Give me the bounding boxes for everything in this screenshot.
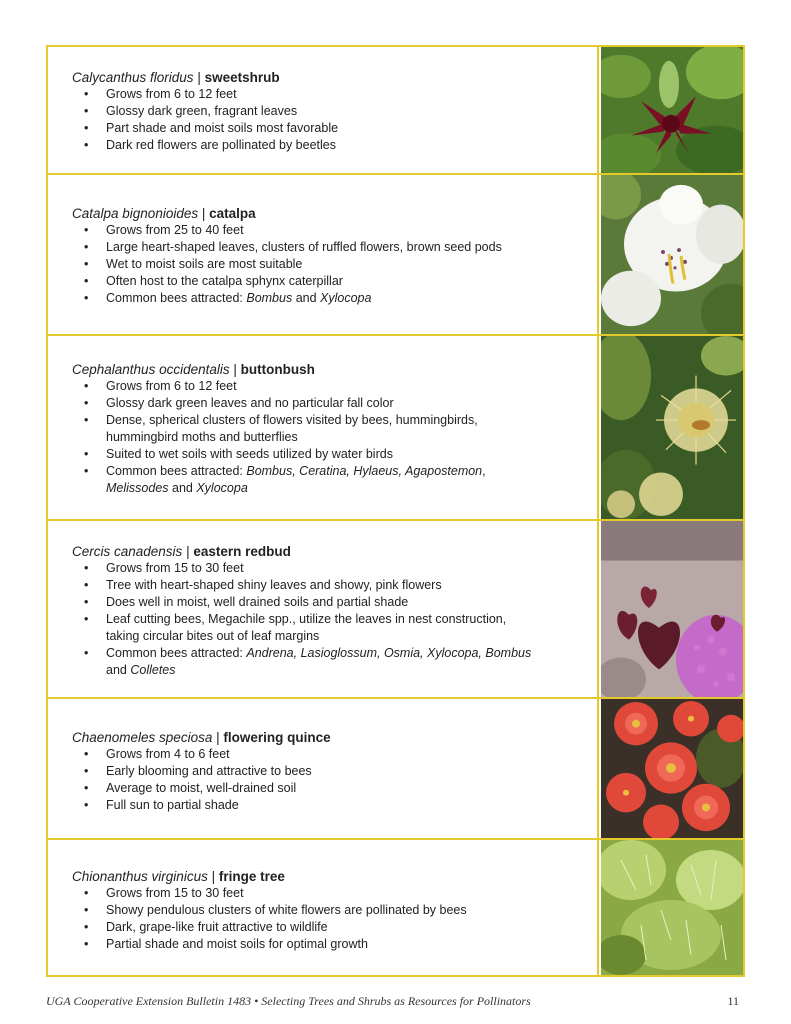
plant-text-cell (48, 175, 599, 334)
bullet-item: • Part shade and moist soils most favorable (72, 120, 597, 137)
plant-heading (72, 868, 597, 885)
scientific-name: Chionanthus virginicus (72, 869, 208, 884)
bullet-item-bees (72, 645, 597, 679)
bullet-item: • Glossy dark green, fragrant leaves (72, 103, 597, 120)
bullet-item: • Average to moist, well-drained soil (72, 780, 597, 797)
bee-genus: Xylocopa (320, 291, 372, 305)
fringe-tree-flower-photo (601, 840, 743, 975)
bullet-line: taking circular bites out of leaf margins (106, 629, 320, 643)
catalpa-flower-photo (601, 175, 743, 334)
scientific-name: Calycanthus floridus (72, 70, 194, 85)
page-number: 11 (727, 994, 739, 1008)
plant-row-sweetshrub (48, 47, 743, 175)
bullet-item: • Early blooming and attractive to bees (72, 763, 597, 780)
bullet-item: • Often host to the catalpa sphynx caterpillar (72, 273, 597, 290)
bullet-item: • Does well in moist, well drained soils and partial shade (72, 594, 597, 611)
heading-separator: | (193, 70, 205, 85)
bee-genus: Xylocopa (196, 481, 248, 495)
bees-conjunction: and (292, 291, 321, 305)
heading-separator: | (198, 206, 210, 221)
plant-text-cell (48, 521, 599, 697)
page-footer (46, 994, 745, 1012)
common-name: fringe tree (218, 869, 285, 884)
bee-genus: Bombus, Ceratina, Hylaeus, Agapostemon (246, 464, 483, 478)
bullet-list (72, 378, 597, 497)
footer-bulletin-title: UGA Cooperative Extension Bulletin 1483 • Selecting Trees and Shrubs as Resources for Pollinators (46, 994, 531, 1008)
plant-text-cell (48, 699, 599, 838)
plant-row-fringe-tree (48, 840, 743, 975)
plant-text-cell (48, 840, 599, 975)
common-name: flowering quince (223, 730, 331, 745)
plant-heading (72, 69, 597, 86)
bee-genus: Andrena, Lasioglossum, Osmia, Xylocopa, Bombus (246, 646, 532, 660)
bees-prefix: Common bees attracted: (106, 464, 247, 478)
bullet-item: • Dark, grape-like fruit attractive to wildlife (72, 919, 597, 936)
bullet-list (72, 86, 597, 154)
common-name: catalpa (209, 206, 256, 221)
bullet-item: • Grows from 4 to 6 feet (72, 746, 597, 763)
plant-heading (72, 543, 597, 560)
common-name: buttonbush (240, 362, 315, 377)
plant-row-catalpa (48, 175, 743, 336)
plant-row-buttonbush (48, 336, 743, 521)
scientific-name: Cephalanthus occidentalis (72, 362, 230, 377)
common-name: eastern redbud (193, 544, 291, 559)
plant-heading (72, 205, 597, 222)
heading-separator: | (212, 730, 224, 745)
bullet-item-bees (72, 290, 597, 307)
bullet-list (72, 560, 597, 679)
bullet-item: • Dark red flowers are pollinated by beetles (72, 137, 597, 154)
bullet-item: • Grows from 6 to 12 feet (72, 378, 597, 395)
bullet-item: • Large heart-shaped leaves, clusters of ruffled flowers, brown seed pods (72, 239, 597, 256)
scientific-name: Chaenomeles speciosa (72, 730, 213, 745)
bullet-item-wrapped (72, 412, 597, 446)
bullet-item: • Glossy dark green leaves and no particular fall color (72, 395, 597, 412)
scientific-name: Cercis canadensis (72, 544, 183, 559)
quince-flower-photo (601, 699, 743, 838)
plant-row-redbud (48, 521, 743, 699)
plant-row-quince (48, 699, 743, 840)
bullet-item: • Wet to moist soils are most suitable (72, 256, 597, 273)
plant-heading (72, 361, 597, 378)
bullet-line: Dense, spherical clusters of flowers visited by bees, hummingbirds, (106, 413, 478, 427)
heading-separator: | (229, 362, 241, 377)
bullet-item-wrapped (72, 611, 597, 645)
bullet-item: • Grows from 25 to 40 feet (72, 222, 597, 239)
bee-genus: Bombus (246, 291, 293, 305)
plant-text-cell (48, 336, 599, 519)
bullet-item: • Grows from 6 to 12 feet (72, 86, 597, 103)
bee-genus: Colletes (130, 663, 176, 677)
bees-prefix: Common bees attracted: (106, 291, 247, 305)
scientific-name: Catalpa bignonioides (72, 206, 199, 221)
plant-table (46, 45, 745, 977)
plant-heading (72, 729, 597, 746)
bullet-item: • Suited to wet soils with seeds utilized by water birds (72, 446, 597, 463)
bullet-line: hummingbird moths and butterflies (106, 430, 298, 444)
buttonbush-flower-photo (601, 336, 743, 519)
bullet-item-bees (72, 463, 597, 497)
bees-comma: , (482, 464, 486, 478)
bullet-item: • Showy pendulous clusters of white flowers are pollinated by bees (72, 902, 597, 919)
bees-prefix: Common bees attracted: (106, 646, 247, 660)
bullet-list (72, 885, 597, 953)
bullet-list (72, 746, 597, 814)
bees-conjunction: and (106, 663, 131, 677)
bullet-item: • Partial shade and moist soils for optimal growth (72, 936, 597, 953)
bees-conjunction: and (168, 481, 197, 495)
bullet-item: • Tree with heart-shaped shiny leaves and showy, pink flowers (72, 577, 597, 594)
bullet-item: • Grows from 15 to 30 feet (72, 560, 597, 577)
bullet-item: • Full sun to partial shade (72, 797, 597, 814)
plant-text-cell (48, 47, 599, 173)
bullet-list (72, 222, 597, 307)
bullet-item: • Grows from 15 to 30 feet (72, 885, 597, 902)
redbud-leaves-photo (601, 521, 743, 697)
heading-separator: | (207, 869, 219, 884)
bullet-line: Leaf cutting bees, Megachile spp., utilize the leaves in nest construction, (106, 612, 507, 626)
bee-genus: Melissodes (106, 481, 169, 495)
heading-separator: | (182, 544, 194, 559)
sweetshrub-flower-photo (601, 47, 743, 173)
common-name: sweetshrub (204, 70, 280, 85)
